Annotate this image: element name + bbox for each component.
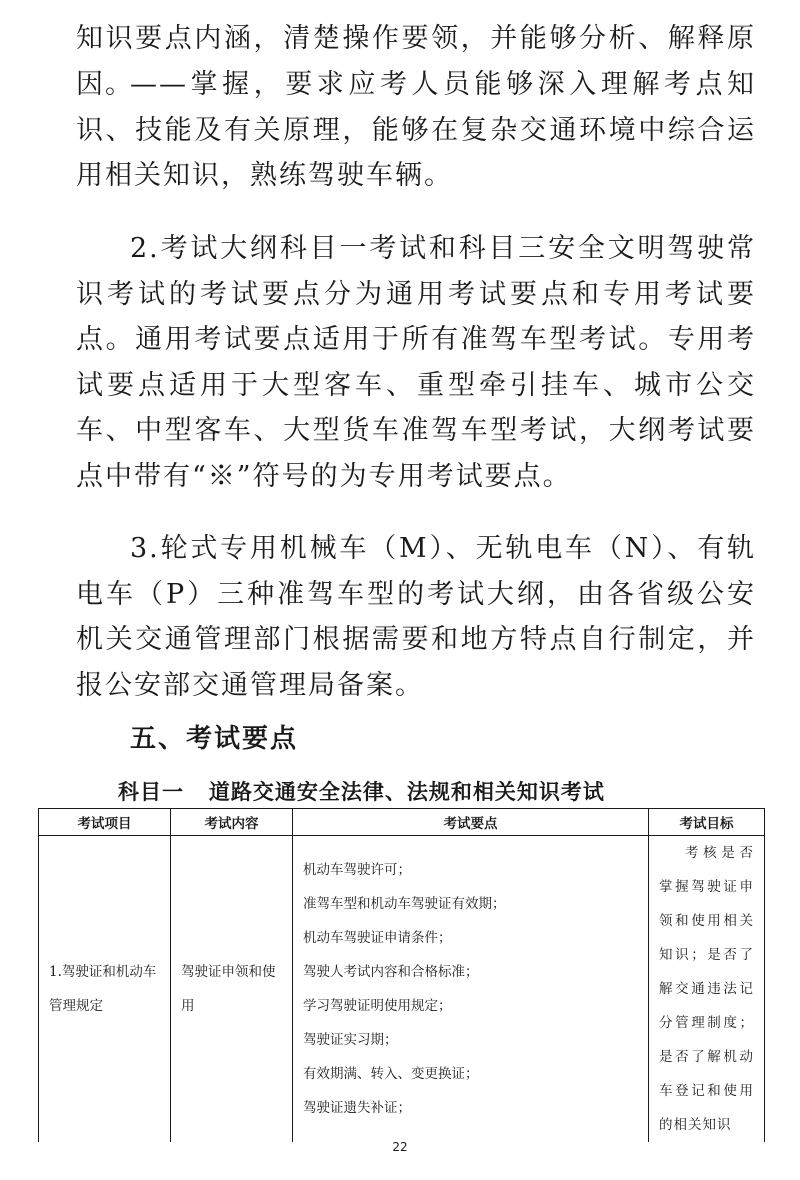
exam-point: 驾驶人考试内容和合格标准； [303, 964, 479, 980]
exam-point: 有效期满、转入、变更换证； [303, 1066, 479, 1082]
exam-point: 机动车驾驶许可； [303, 862, 411, 878]
table-header-row [39, 809, 765, 836]
exam-point: 学习驾驶证明使用规定； [303, 998, 452, 1014]
cell-exam-content: 驾驶证申领和使用 [171, 836, 293, 1143]
cell-exam-points [293, 836, 649, 1143]
exam-goal-text: 考核是否掌握驾驶证申领和使用相关知识；是否了解交通违法记分管理制度；是否了解机动车登记和使用的相关知识 [659, 845, 754, 1133]
header-exam-points: 考试要点 [293, 809, 649, 836]
cell-exam-goal [649, 836, 765, 1143]
exam-point: 驾驶证实习期； [303, 1032, 398, 1048]
exam-point: 机动车驾驶证申请条件； [303, 930, 452, 946]
paragraph-item-3: 3.轮式专用机械车（M）、无轨电车（N）、有轨电车（P）三种准驾车型的考试大纲，由各省级公安机关交通管理部门根据需要和地方特点自行制定，并报公安部交通管理局备案。 [76, 533, 756, 701]
exam-point: 准驾车型和机动车驾驶证有效期； [303, 896, 506, 912]
exam-point: 驾驶证遗失补证； [303, 1100, 411, 1116]
cell-exam-item: 1.驾驶证和机动车管理规定 [39, 836, 171, 1143]
paragraph-mastery: ——掌握，要求应考人员能够深入理解考点知识、技能及有关原理，能够在复杂交通环境中综合运用相关知识，熟练驾驶车辆。 [76, 69, 756, 191]
header-exam-content: 考试内容 [171, 809, 293, 836]
paragraph-item-2: 2.考试大纲科目一考试和科目三安全文明驾驶常识考试的考试要点分为通用考试要点和专用考试要点。通用考试要点适用于所有准驾车型考试。专用考试要点适用于大型客车、重型牵引挂车、城市公交车、中型客车、大型货车准驾车型考试，大纲考试要点中带有“※”符号的为专用考试要点。 [76, 233, 756, 492]
page-number: 22 [392, 1140, 408, 1154]
section-heading: 五、考试要点 [130, 724, 299, 754]
table-row [39, 836, 765, 1143]
exam-points-table [38, 808, 765, 1142]
paragraph-intro-continued: 知识要点内涵，清楚操作要领，并能够分析、解释原因。 [76, 23, 756, 100]
header-exam-goal: 考试目标 [649, 809, 765, 836]
subject-title: 科目一 道路交通安全法律、法规和相关知识考试 [118, 779, 605, 804]
header-exam-item: 考试项目 [39, 809, 171, 836]
